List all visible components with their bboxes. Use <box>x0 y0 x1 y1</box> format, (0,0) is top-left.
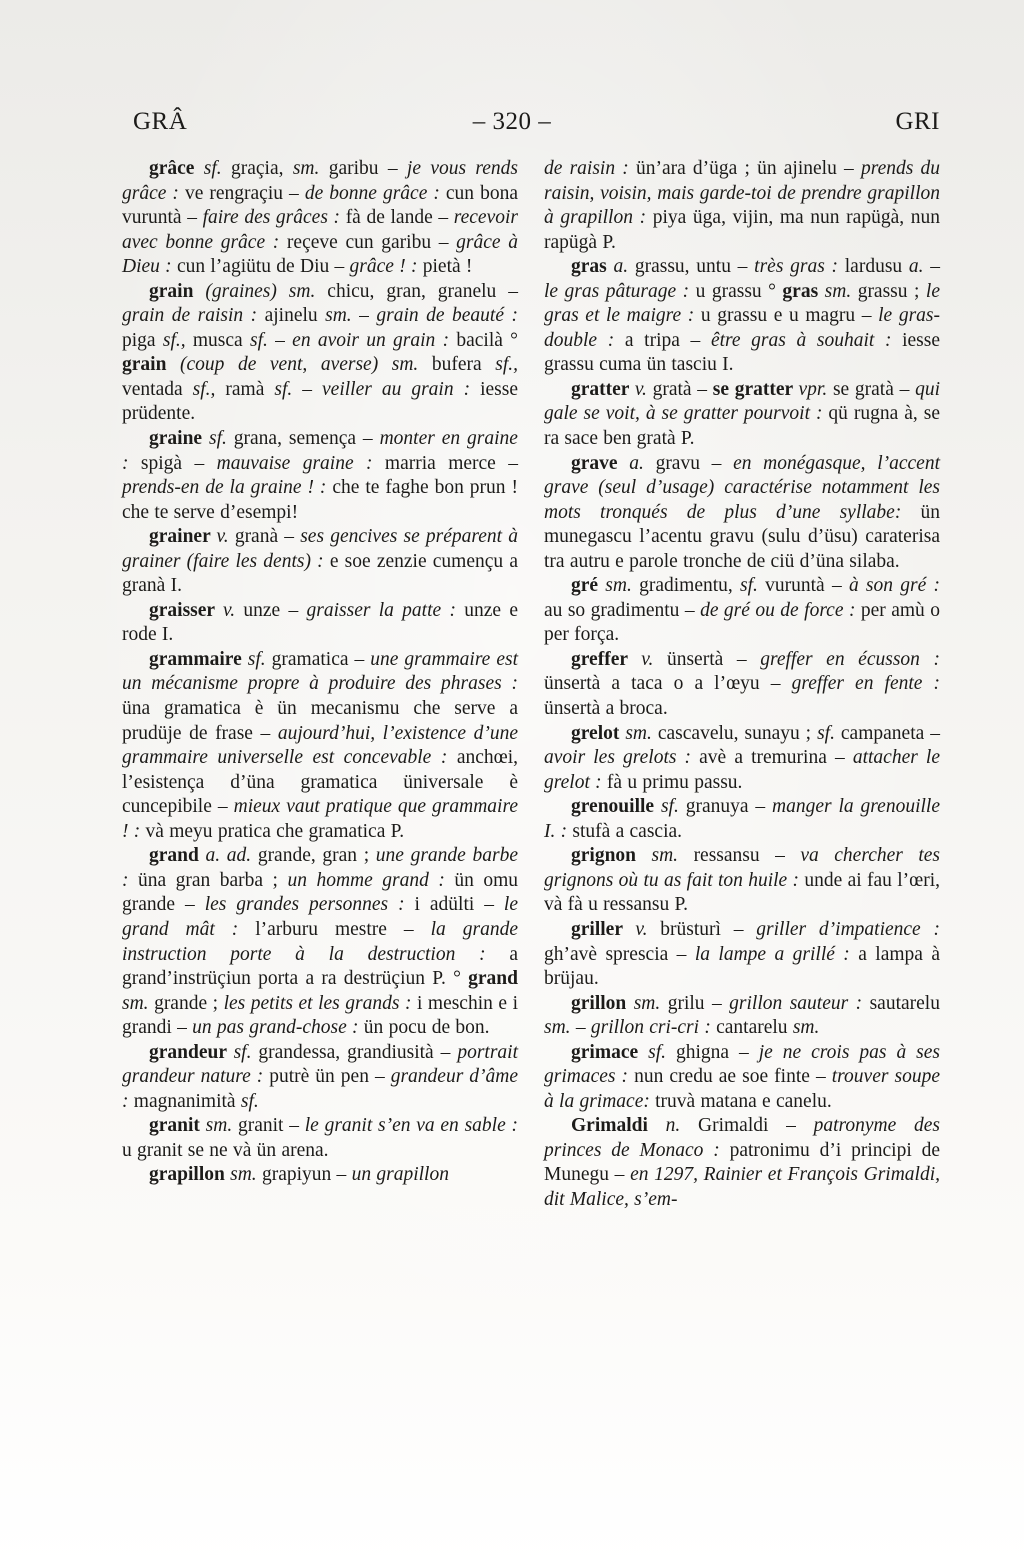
text-run: piga <box>122 329 163 351</box>
entry-grave <box>544 452 940 575</box>
text-run: u grassu ° <box>695 280 783 302</box>
text-run: faire des grâces : <box>202 207 346 229</box>
text-run: musca <box>192 329 250 351</box>
text-run: a tripa – <box>624 329 711 351</box>
right-column <box>544 157 940 1213</box>
text-run: grapillon <box>149 1164 231 1186</box>
guide-word-left: GRÂ <box>133 108 188 135</box>
text-run: gratter <box>571 378 635 400</box>
text-run: ghigna – <box>675 1041 759 1063</box>
text-run: nun credu ae soe finte – <box>634 1066 832 1088</box>
text-run: üna gran barba ; <box>137 869 288 891</box>
text-run: piya üga, vijin, ma nun rapügà, nun rapügà P. <box>544 207 940 253</box>
text-run: garibu – <box>328 158 407 179</box>
text-run: se gratter <box>712 378 799 400</box>
text-run: üna gramatica è ün mecanismu che serve a prudüje de frase – <box>122 698 518 744</box>
text-run: và meyu pratica che gramatica P. <box>145 820 405 842</box>
text-run: grande, gran ; <box>257 845 376 867</box>
text-run: grammaire <box>149 648 248 670</box>
text-run: cun bona vuruntà – <box>122 182 518 229</box>
text-run: très gras : <box>754 256 845 278</box>
text-run: sf. <box>660 796 686 818</box>
text-run: per amù o per força. <box>544 599 940 646</box>
text-run: grand <box>468 968 518 990</box>
text-run: vpr. <box>798 378 833 400</box>
text-run: a. <box>613 256 635 278</box>
text-run: grignon <box>571 845 652 867</box>
text-run: ressansu – <box>693 845 801 867</box>
text-run: grain de raisin : <box>122 305 265 327</box>
text-run: unde ai fau l’œri, và fà u ressansu P. <box>544 869 940 916</box>
text-run: à son gré : <box>848 575 940 597</box>
text-run: gras <box>782 280 825 302</box>
text-run: sf. <box>274 378 303 400</box>
text-run: la grande instruction porte à la destruction : <box>122 918 518 965</box>
text-run: veiller au grain : <box>322 378 481 400</box>
text-run: recevoir avec bonne grâce : <box>122 207 518 253</box>
text-run: fà de lande – <box>345 207 454 229</box>
text-run: grandessa, grandiusità – <box>258 1041 458 1063</box>
entry-grapillon-continued <box>544 157 940 255</box>
text-run: les grandes personnes : <box>204 894 415 916</box>
text-run: portrait grandeur nature : <box>122 1041 518 1088</box>
text-run: bufera <box>431 354 496 376</box>
text-run: sf. <box>249 329 276 351</box>
text-run: campaneta – <box>840 722 940 744</box>
text-run: – <box>275 329 293 351</box>
text-run: grain de beauté : <box>376 305 518 327</box>
text-run: monter en graine : <box>122 428 518 474</box>
text-run: grillon sauteur : <box>729 992 870 1014</box>
text-run: mieux vaut pratique que grammaire ! : <box>122 796 518 842</box>
text-run: patronimu d’i principi de Munegu – <box>544 1139 940 1186</box>
text-run: gratà – <box>652 378 713 400</box>
text-run: ramà <box>225 378 275 400</box>
text-run: un pas grand-chose : <box>192 1017 364 1039</box>
text-run: sm. <box>292 158 329 179</box>
text-run: ün pocu de bon. <box>363 1017 490 1039</box>
text-run: granit <box>149 1115 206 1137</box>
text-run: sf. <box>240 1090 259 1112</box>
text-run: prends-en de la graine ! : <box>122 477 333 499</box>
text-run: cun l’agiütu de Diu – <box>176 256 350 278</box>
text-run: i adülti – <box>414 894 504 916</box>
text-run: stufà a cascia. <box>572 820 683 842</box>
text-run: grenouille <box>571 796 661 818</box>
guide-word-right: GRI <box>895 108 940 135</box>
text-run: putrè ün pen – <box>269 1066 391 1088</box>
text-run: va chercher tes grignons où tu as fait ton huile : <box>544 845 940 891</box>
text-run: prends du raisin, voisin, mais garde-toi de prendre grapillon à grapillon : <box>544 158 940 229</box>
text-run: de gré ou de force : <box>700 599 861 621</box>
text-run: grâce à Dieu : <box>122 231 518 278</box>
entry-grace <box>122 157 518 280</box>
entry-grand <box>122 844 518 1040</box>
text-run: (graines) sm. <box>205 280 328 302</box>
text-run: v. <box>641 648 667 670</box>
text-run: granit – <box>237 1115 305 1137</box>
entry-grammaire <box>122 648 518 844</box>
text-run: ün omu grande – <box>122 869 518 916</box>
text-run: grana, semença – <box>233 428 380 450</box>
entry-grelot <box>544 722 940 796</box>
text-run: sautarelu <box>869 992 940 1014</box>
text-run: manger la grenouille I. : <box>544 796 940 842</box>
text-run: cantarelu <box>716 1017 793 1039</box>
text-run: ses gencives se préparent à grainer (faire les dents) : <box>122 526 519 572</box>
text-run: grillon <box>571 992 634 1014</box>
text-run: avè a tremurina – <box>699 747 853 769</box>
text-run: grâce ! : <box>349 256 423 278</box>
text-run: grande ; <box>154 992 224 1014</box>
text-run: une grande barbe : <box>122 845 518 891</box>
text-run: sm. <box>625 722 658 744</box>
text-run: attacher le grelot : <box>544 747 940 793</box>
text-run: en avoir un grain : <box>292 329 457 351</box>
text-run: n. <box>665 1115 698 1137</box>
entry-grain <box>122 280 518 427</box>
text-run: qui gale se voit, à se gratter pourvoit : <box>544 378 940 425</box>
text-run: grain <box>149 280 206 302</box>
entry-grimace <box>544 1041 940 1115</box>
text-run: sm. <box>544 1017 576 1039</box>
text-run: v. <box>223 599 244 621</box>
text-run: (coup de vent, averse) sm. <box>179 354 432 376</box>
text-run: sf., <box>192 378 226 400</box>
text-run: sm. <box>205 1115 238 1137</box>
text-run: le grand mât : <box>122 894 518 940</box>
text-run: aujourd’hui, l’existence d’une grammaire universelle est concevable : <box>122 722 518 769</box>
entry-gratter <box>544 378 940 452</box>
text-run: unze – <box>243 599 307 621</box>
text-run: sf., <box>495 354 518 376</box>
text-run: de raisin : <box>544 158 636 179</box>
text-run: greffer <box>571 648 642 670</box>
text-run: – <box>359 305 377 327</box>
text-run: gravu – <box>655 452 734 474</box>
entry-grillon <box>544 992 940 1041</box>
text-run: a. <box>908 256 931 278</box>
text-run: grainer <box>149 526 217 548</box>
text-run: mauvaise graine : <box>216 452 385 474</box>
text-run: granuya – <box>685 796 773 818</box>
text-run: sf. <box>203 158 231 179</box>
text-run: lardusu <box>844 256 909 278</box>
entry-greffer <box>544 648 940 722</box>
text-run: a. <box>629 452 656 474</box>
text-run: sm. <box>651 845 694 867</box>
text-run: i meschin e i grandi – <box>122 992 518 1039</box>
entry-granit <box>122 1114 518 1163</box>
text-columns <box>122 157 940 1213</box>
text-run: ve rengraçiu – <box>184 182 305 204</box>
entry-grimaldi <box>544 1114 940 1212</box>
text-run: une grammaire est un mécanisme propre à produire des phrases : <box>122 648 518 695</box>
text-run: ün munegascu l’acentu gravu (sulu d’üsu) caraterisa tra autru e parole tronche de ciü d’üna silaba. <box>544 501 940 572</box>
text-run: iesse prüdente. <box>122 378 518 425</box>
text-run: a lampa à brüjau. <box>544 943 940 990</box>
text-run: le gras et le maigre : <box>544 280 940 327</box>
text-run: ünsertà – <box>666 648 761 670</box>
text-run: bacilà ° <box>456 329 518 351</box>
text-run: sf. <box>648 1041 676 1063</box>
text-run: graine <box>149 428 209 450</box>
text-run: les petits et les grands : <box>223 992 417 1014</box>
text-run: truvà matana e canelu. <box>655 1090 832 1112</box>
text-run: grave <box>571 452 630 474</box>
text-run: sm. <box>824 280 858 302</box>
text-run: sf. <box>233 1041 259 1063</box>
text-run: gh’avè sprescia – <box>544 943 695 965</box>
entry-gre <box>544 574 940 648</box>
text-run: être gras à souhait : <box>710 329 903 351</box>
text-run: je vous rends grâce : <box>122 158 518 204</box>
text-run: graçia, <box>231 158 293 179</box>
text-run: sm. <box>633 992 668 1014</box>
text-run: magnanimità <box>133 1090 241 1112</box>
text-run: – <box>302 378 323 400</box>
text-run: le granit s’en va en sable : <box>304 1115 518 1137</box>
text-run: le gras pâturage : <box>544 280 696 302</box>
text-run: grapiyun – <box>261 1164 352 1186</box>
text-run: vuruntà – <box>765 575 849 597</box>
page-number: – 320 – <box>472 108 552 135</box>
text-run: grand <box>149 845 206 867</box>
entry-graisser <box>122 599 518 648</box>
text-run: a. ad. <box>205 845 258 867</box>
text-run: gramatica – <box>271 648 371 670</box>
text-run: patronyme des princes de Monaco : <box>544 1115 940 1161</box>
text-run: de bonne grâce : <box>304 182 446 204</box>
text-run: la lampe a grillé : <box>694 943 859 965</box>
text-run: sm. <box>325 305 360 327</box>
text-run: v. <box>216 526 235 548</box>
text-run: grillon cri-cri : <box>590 1017 717 1039</box>
text-run: sf. <box>817 722 841 744</box>
text-run: iesse grassu cuma ün tasciu I. <box>544 329 940 376</box>
text-run: fà u primu passu. <box>606 771 743 793</box>
text-run: trouver soupe à la grimace: <box>544 1066 940 1112</box>
text-run: grilu – <box>667 992 730 1014</box>
text-run: un homme grand : <box>287 869 455 891</box>
text-run: grelot <box>571 722 626 744</box>
entry-grignon <box>544 844 940 918</box>
text-run: avoir les grelots : <box>544 747 700 769</box>
text-run: u grassu e u magru – <box>700 305 879 327</box>
text-run: – <box>575 1017 591 1039</box>
text-run: griller d’impatience : <box>756 918 940 940</box>
text-run: ün’ara d’üga ; ün ajinelu – <box>635 158 861 179</box>
text-run: spigà – <box>140 452 217 474</box>
text-run: brüsturì – <box>660 918 757 940</box>
text-run: se gratà – <box>832 378 916 400</box>
text-run: sf. <box>247 648 272 670</box>
text-run: v. <box>635 918 661 940</box>
text-run: ünsertà a taca o a l’œyu – <box>544 673 792 695</box>
text-run: a grand’instrüçiun porta a ra destrüçiun P. ° <box>122 943 518 990</box>
text-run: sf., <box>162 329 193 351</box>
text-run: un grapillon <box>351 1164 449 1186</box>
text-run: grassu ; <box>857 280 926 302</box>
text-run: graisser <box>149 599 223 621</box>
text-run: grandeur d’âme : <box>122 1066 519 1112</box>
text-run: sf. <box>208 428 234 450</box>
text-run: sf. <box>740 575 766 597</box>
text-run: e soe zenzie cumençu a granà I. <box>122 550 518 597</box>
entry-gras <box>544 255 940 378</box>
text-run: pietà ! <box>422 256 473 278</box>
text-run: greffer en fente : <box>791 673 941 695</box>
text-run: u granit se ne và ün arena. <box>122 1139 329 1161</box>
text-run: gré <box>571 575 606 597</box>
text-run: je ne crois pas à ses grimaces : <box>544 1041 940 1088</box>
entry-grenouille <box>544 795 940 844</box>
entry-graine <box>122 427 518 525</box>
text-run: graisser la patte : <box>306 599 465 621</box>
text-run: grandeur <box>149 1041 234 1063</box>
text-run: grassu, untu – <box>634 256 755 278</box>
running-head <box>0 108 1024 142</box>
text-run: gradimentu, <box>639 575 741 597</box>
text-run: grâce <box>149 158 204 179</box>
text-run: l’arburu mestre – <box>255 918 431 940</box>
text-run: granà – <box>234 526 301 548</box>
text-run: Grimaldi – <box>698 1115 814 1137</box>
text-run: cascavelu, sunayu ; <box>657 722 818 744</box>
text-run: v. <box>634 378 653 400</box>
text-run: au so gradimentu – <box>544 599 701 621</box>
text-run: sm. <box>122 992 155 1014</box>
text-run: ventada <box>122 378 193 400</box>
text-run: en monégasque, l’accent grave (seul d’usage) caractérise notamment les mots tronqués de plus d’une syllabe: <box>544 452 940 523</box>
text-run: greffer en écusson : <box>760 648 940 670</box>
text-run: sm. <box>230 1164 262 1186</box>
text-run: che te faghe bon prun ! che te serve d’esempi! <box>122 477 518 523</box>
left-column <box>122 157 518 1213</box>
text-run: en 1297, Rainier et François Grimaldi, dit Malice, s’em- <box>544 1164 940 1210</box>
text-run: ünsertà a broca. <box>544 698 668 720</box>
text-run: Grimaldi <box>571 1115 666 1137</box>
text-run: ajinelu <box>264 305 326 327</box>
text-run: anchœi, l’esistença d’üna gramatica üniversale è cuncepibile – <box>122 747 518 818</box>
text-run: le gras-double : <box>544 305 940 351</box>
text-run: sm. <box>605 575 640 597</box>
entry-grapillon <box>122 1163 518 1188</box>
text-run: sm. <box>792 1017 820 1039</box>
entry-grainer <box>122 525 518 599</box>
text-run: grimace <box>571 1041 649 1063</box>
text-run: reçeve cun garibu – <box>286 231 457 253</box>
text-run: – <box>930 256 941 278</box>
entry-griller <box>544 918 940 992</box>
text-run: unze e rode I. <box>122 599 519 646</box>
text-run: chicu, gran, granelu – <box>327 280 518 302</box>
text-run: qü rugna à, se ra sace ben gratà P. <box>544 403 940 450</box>
text-run: marria merce – <box>384 452 518 474</box>
text-run: gras <box>571 256 614 278</box>
entry-grandeur <box>122 1041 518 1115</box>
text-run: grain <box>122 354 180 376</box>
text-run: griller <box>571 918 636 940</box>
